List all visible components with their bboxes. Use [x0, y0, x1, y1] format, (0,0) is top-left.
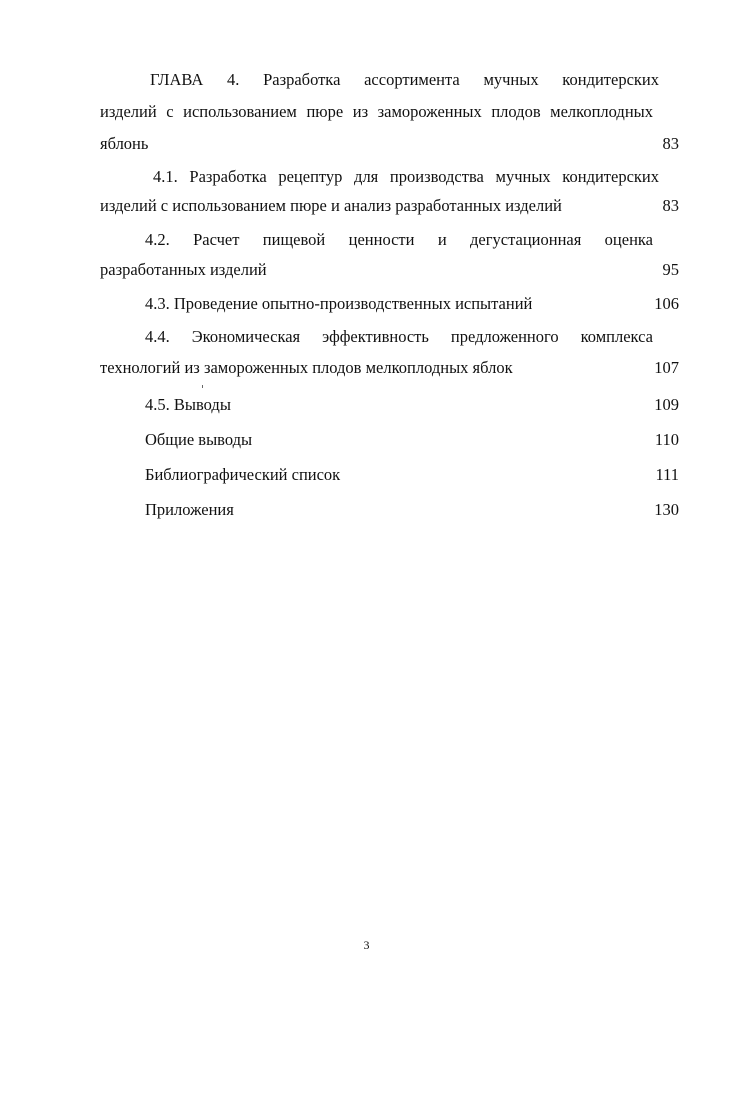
toc-entry-4-1-line1: 4.1. Разработка рецептур для производства мучных кондитерских	[153, 167, 659, 186]
toc-entry-appendices: Приложения	[145, 500, 234, 519]
toc-page-4-1: 83	[662, 196, 679, 215]
toc-entry-4-4-line1: 4.4. Экономическая эффективность предложенного комплекса	[145, 327, 653, 346]
toc-entry-chapter4-line2: изделий с использованием пюре из замороженных плодов мелкоплодных	[100, 102, 653, 121]
toc-page-4-4: 107	[654, 358, 679, 377]
page-number: 3	[363, 938, 370, 952]
toc-page-chapter4: 83	[662, 134, 679, 153]
toc-entry-4-1-line2: изделий с использованием пюре и анализ разработанных изделий	[100, 196, 562, 215]
toc-page-bibliography: 111	[655, 465, 679, 484]
toc-page-4-2: 95	[662, 260, 679, 279]
scan-speck	[202, 385, 203, 388]
toc-entry-bibliography: Библиографический список	[145, 465, 341, 484]
toc-entry-4-3: 4.3. Проведение опытно-производственных испытаний	[145, 294, 533, 313]
toc-entry-general-conclusions: Общие выводы	[145, 430, 253, 449]
toc-page-4-3: 106	[654, 294, 679, 313]
toc-entry-4-5: 4.5. Выводы	[145, 395, 231, 414]
toc-entry-4-2-line2: разработанных изделий	[100, 260, 267, 279]
toc-page-general-conclusions: 110	[654, 430, 679, 449]
toc-entry-chapter4-line3: яблонь	[100, 134, 149, 153]
toc-page-4-5: 109	[654, 395, 679, 414]
toc-page-appendices: 130	[654, 500, 679, 519]
toc-entry-4-4-line2: технологий из замороженных плодов мелкоплодных яблок	[100, 358, 513, 377]
toc-entry-chapter4-line1: ГЛАВА 4. Разработка ассортимента мучных кондитерских	[150, 70, 659, 89]
toc-entry-4-2-line1: 4.2. Расчет пищевой ценности и дегустационная оценка	[145, 230, 653, 249]
